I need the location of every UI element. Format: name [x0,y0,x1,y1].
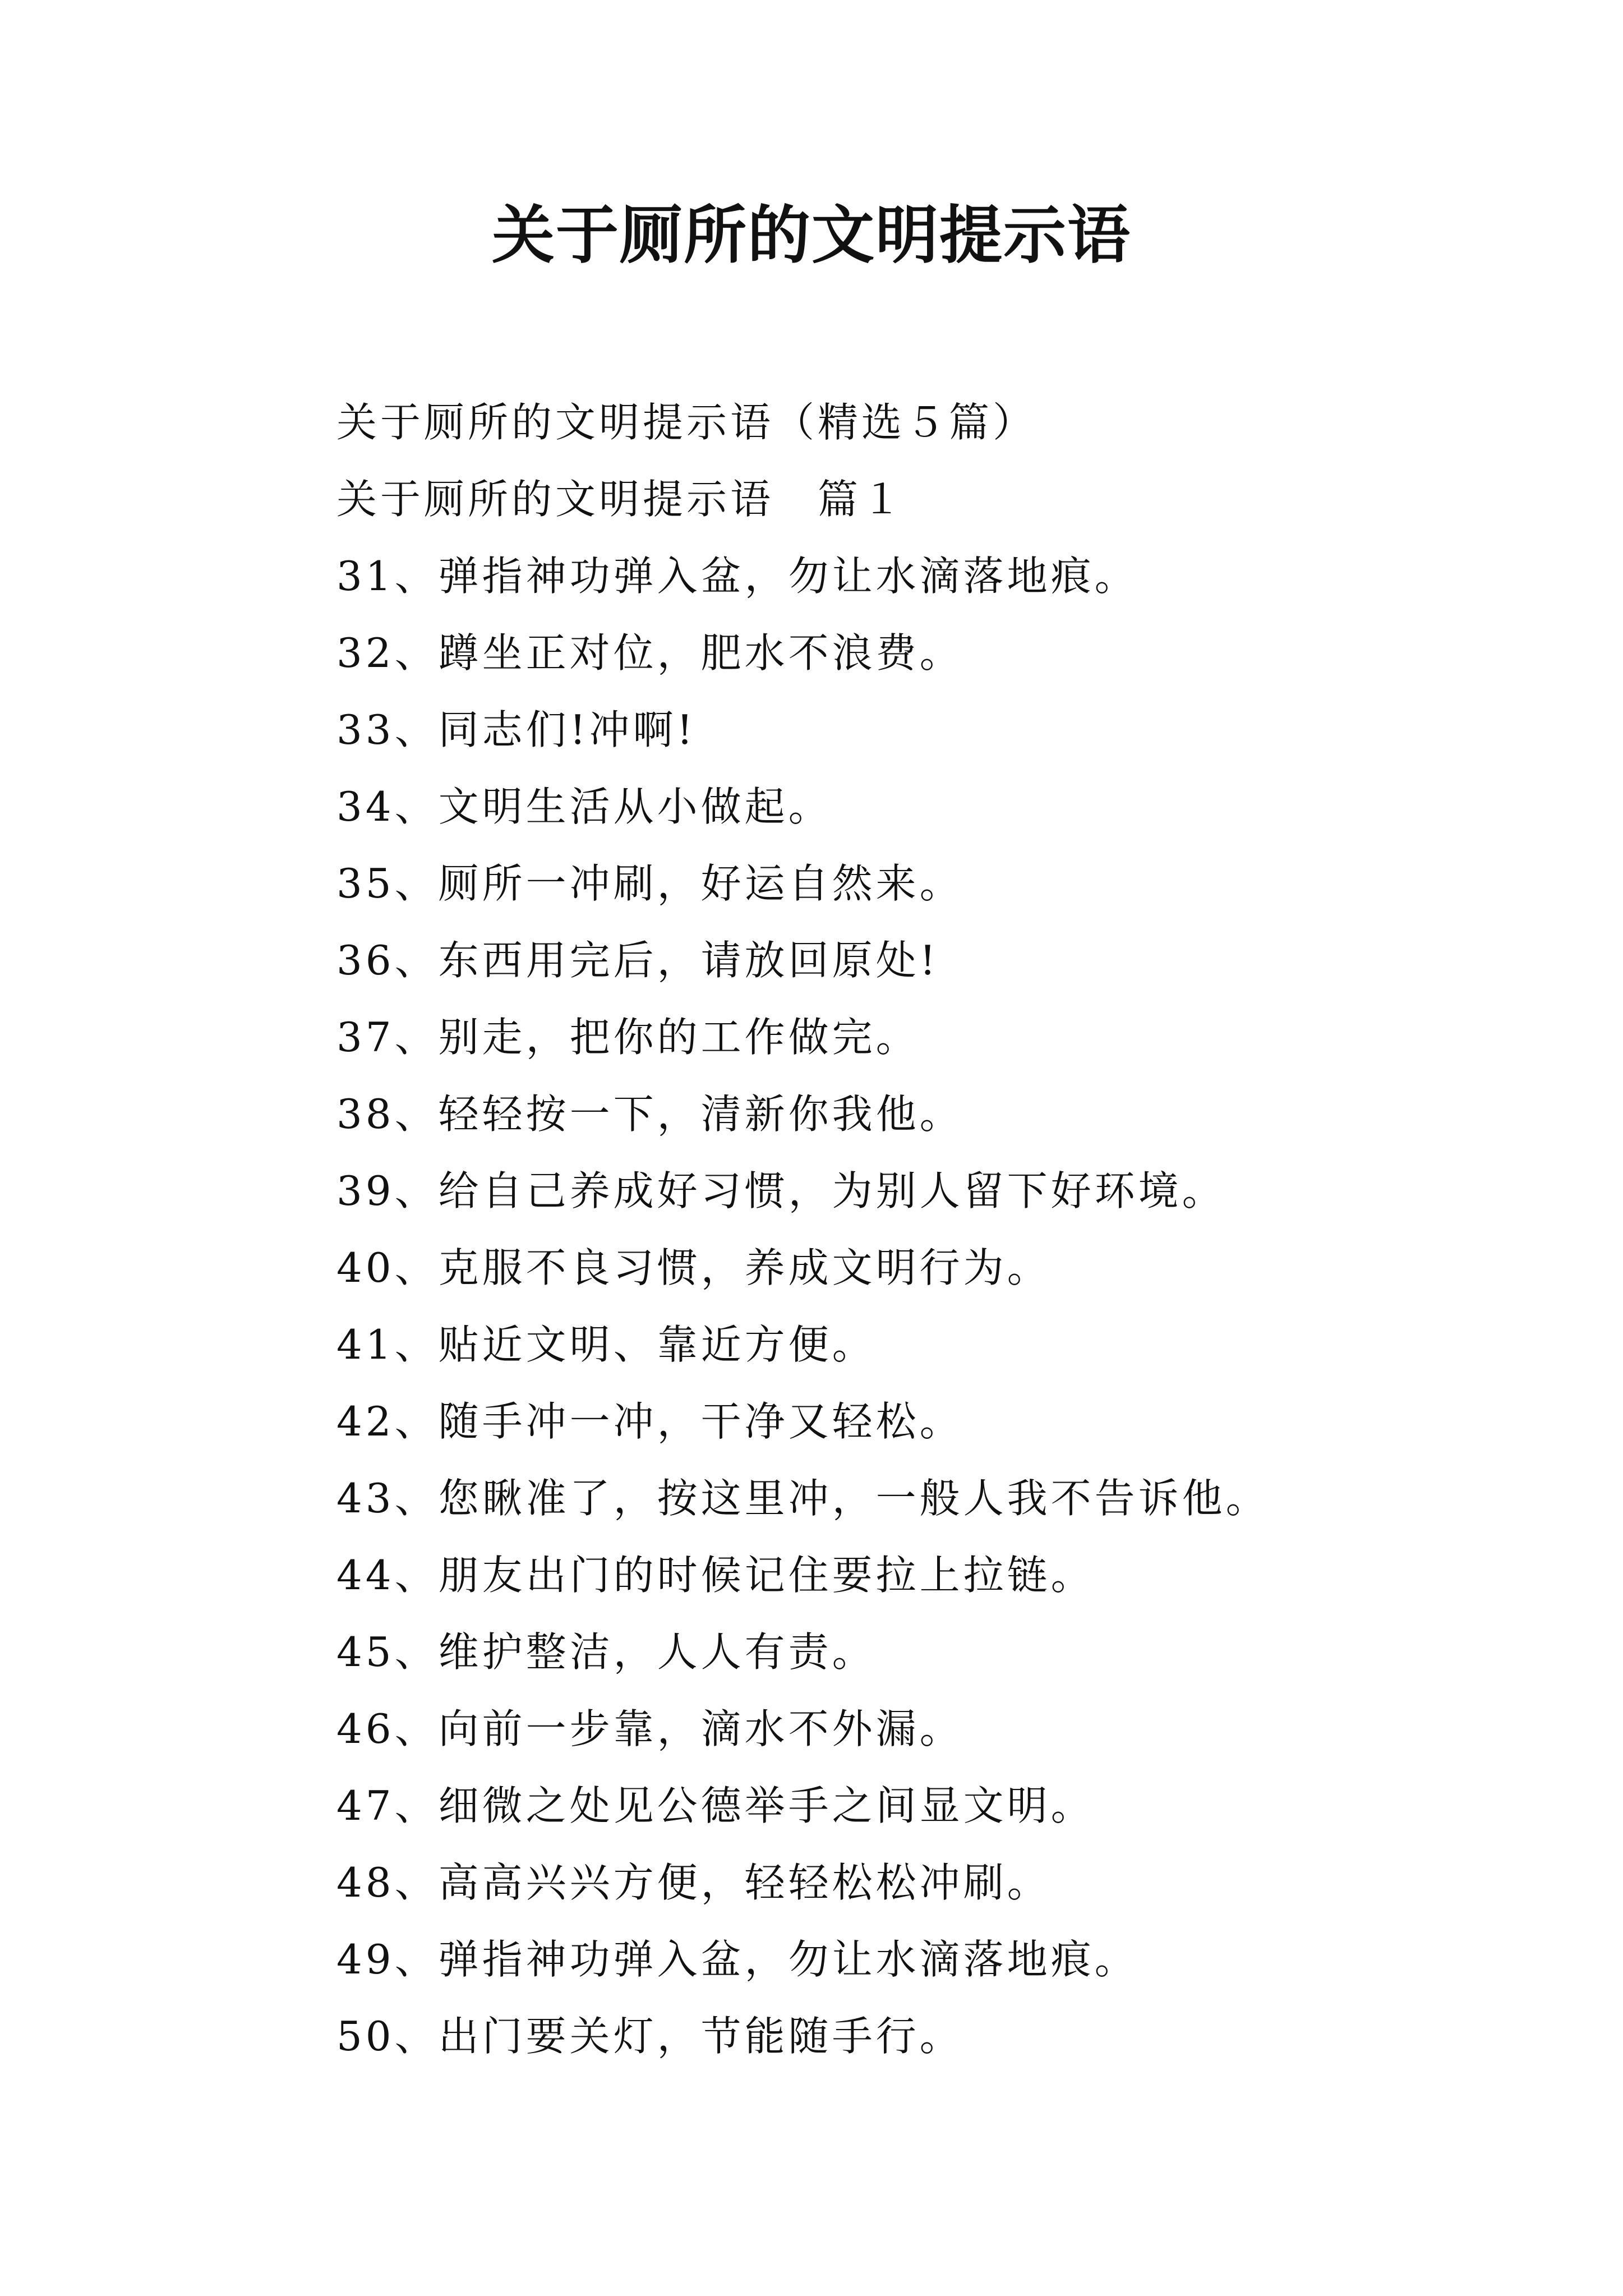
list-item: 40、克服不良习惯，养成文明行为。 [336,1244,1051,1291]
list-item: 43、您瞅准了，按这里冲，一般人我不告诉他。 [336,1475,1270,1522]
list-item: 35、厕所一冲刷，好运自然来。 [336,860,963,907]
list-item: 37、别走，把你的工作做完。 [336,1014,920,1061]
list-item: 32、蹲坐正对位，肥水不浪费。 [336,629,963,677]
list-item: 42、随手冲一冲，干净又轻松。 [336,1398,963,1445]
list-item: 39、给自己养成好习惯，为别人留下好环境。 [336,1167,1226,1214]
list-item: 38、轻轻按一下，清新你我他。 [336,1091,963,1138]
list-item: 48、高高兴兴方便，轻轻松松冲刷。 [336,1859,1051,1906]
list-item: 36、东西用完后，请放回原处! [336,937,939,984]
document-body [336,384,1514,2075]
document-title: 关于厕所的文明提示语 [492,199,1131,272]
list-item: 45、维护整洁，人人有责。 [336,1628,876,1676]
subtitle: 关于厕所的文明提示语（精选５篇） [336,399,1037,446]
list-item: 50、出门要关灯，节能随手行。 [336,2013,963,2060]
list-item: 44、朋友出门的时候记住要拉上拉链。 [336,1552,1095,1599]
list-item: 33、同志们!冲啊! [336,706,697,753]
list-item: 46、向前一步靠，滴水不外漏。 [336,1705,963,1752]
list-item: 41、贴近文明、靠近方便。 [336,1321,876,1368]
list-item: 49、弹指神功弹入盆，勿让水滴落地痕。 [336,1936,1138,1983]
list-item: 47、细微之处见公德举手之间显文明。 [336,1782,1095,1829]
list-item: 34、文明生活从小做起。 [336,783,832,830]
section-heading: 关于厕所的文明提示语 篇１ [336,476,906,523]
list-item: 31、弹指神功弹入盆，勿让水滴落地痕。 [336,553,1138,600]
